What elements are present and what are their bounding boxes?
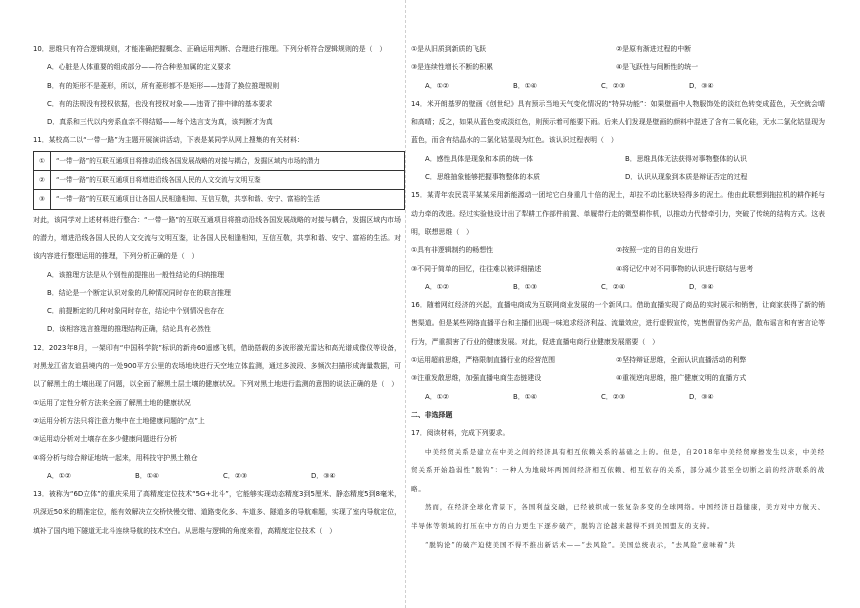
question-12-item: ③运用动分析对土壤存在多少健康问题进行分析: [33, 435, 177, 444]
question-17-passage: 中美经贸关系是建立在中美之间的经济具有相互依赖关系的基础之上的。但是，自2018年中美经贸摩擦发生以来，中美经贸关系开始趋弱性“脱钩”：一种人为地破坏两国间经济相互依赖、相互依存的关系，部分减少甚至全切断之前的经济联系的战略。: [411, 447, 825, 493]
question-11-stem: 11．某校高二以“一带一路”为主题开展演讲活动，下表是某同学从网上搜集的有关材料：: [33, 136, 304, 145]
question-13-item: ①是从旧质到新质的飞跃: [411, 45, 487, 53]
table-row-number: ②: [34, 171, 51, 190]
question-15-items-row-2: [411, 260, 825, 278]
question-14-options-row-1: [411, 150, 825, 168]
option-c: C．②③: [601, 81, 626, 90]
option-b: B．思维具体无法获得对事物整体的认识: [625, 154, 747, 163]
option-c: C．思维抽象能够把握事物整体的本质: [425, 173, 541, 182]
question-13-stem: 13．被称为“6D立体”的重庆采用了高精度定位技术“5G+北斗”，它能够实现动态精度3到5厘米、静态精度5到8毫米，巩深近50米的精准定位，能有效解决立交桥快慢交错、道路变化多、车道多、隧道多的导航难题，实现了室内导航定位，填补了国内地下隧道无北斗连续导航的技术空白。从思维与逻辑的角度来看，高精度定位技术（ ）: [33, 490, 401, 535]
question-11-paragraph: 对此，该同学对上述材料进行整合：“一带一路”的互联互通项目将推动沿线各国发展战略的对接与耦合，发掘区域内市场的潜力，增进沿线各国人民的人文交流与文明互鉴，让各国人民相逢相知，互信互敬，共享和谐、安宁、富裕的生活。对该内容进行整理运用的推理，下列分析正确的是（ ）: [33, 215, 401, 261]
option-a: A．①②: [425, 392, 449, 401]
section-heading: 二、非选择题: [411, 410, 453, 419]
question-10-stem: 10．思维只有符合逻辑规则，才能准确把握概念、正确运用判断、合理进行推理。下列分析符合逻辑规则的是（ ）: [33, 45, 387, 53]
table-row-text: “一带一路”的互联互通项目将增进沿线各国人民的人文交流与文明互鉴: [51, 171, 405, 190]
question-16-item: ②坚持辩证思维，全面认识直播活动的利弊: [616, 356, 747, 365]
option-c: C．②③: [601, 392, 626, 401]
question-15-item: ①具有非逻辑制约的畅想性: [411, 246, 493, 255]
table-row-number: ①: [34, 151, 51, 170]
question-12-stem: 12．2023年8月，一架印有“中国科学院”标识的新舟60遥感飞机，借助搭载的多波形激光雷达和高光谱成像仪等设备，对黑龙江省友谊县境内的一处900平方公里的农场地块进行天空地立体监测，通过多波段、多频次扫描形成海量数据，可以了解黑土的土壤出现了问题，以全面了解黑土层土壤的健康状况。下列对黑土地进行监测的意图的说法正确的是（ ）: [33, 343, 401, 389]
question-11-option-a: A．该推理方法是从个别性前提推出一般性结论的归纳推理: [47, 270, 224, 279]
question-16-items-row-1: [411, 351, 825, 369]
question-16-item: ④重视逆向思维，推广健康文明的直播方式: [616, 374, 747, 383]
table-row: [34, 190, 405, 209]
table-row-number: ③: [34, 190, 51, 209]
question-15-stem: 15．某青年农民袁平某某采用新能源动一团坨它白身重几十倍的泥土，却拉不动比驱块轻得多的泥土。他由此联想到拖拉机的耕作耗与动力牵的改进。经过实验他设计出了犁耕工作部件前置、单履带行走的微型耕作机，以推动力代替牵引力，突破了传统的结构方式。这表明，联想思维（ ）: [411, 191, 825, 236]
question-15-item: ③不同于简单的回忆，往往难以被详细描述: [411, 264, 542, 273]
question-12-options: [33, 467, 401, 485]
question-13-options: [411, 77, 825, 95]
table-row-text: “一带一路”的互联互通项目让各国人民相逢相知、互信互敬，共享和谐、安宁、富裕的生活: [51, 190, 405, 209]
option-a: A．①②: [47, 471, 71, 480]
option-d: D．认识从现象到本质是辩证否定的过程: [625, 173, 748, 182]
question-10-option-a: A．心脏是人体重要的组成部分——符合种差加属的定义要求: [47, 63, 231, 72]
option-a: A．①②: [425, 282, 449, 291]
option-d: D．③④: [311, 471, 336, 480]
question-16-stem: 16．随着网红经济的兴起，直播电商成为互联网商业发展的一个新风口。借助直播实现了商品的实时展示和销售，让商家获得了新的销售渠道。但是某些网络直播平台和主播们出现一味追求经济利益、流量效应，进行虚假宣传，宪售假冒伪劣产品，散布谣言和有害言论等行为，严重损害了行业的健康发展。对此，促进直播电商行业健康发展需要（ ）: [411, 301, 825, 346]
option-d: D．③④: [689, 282, 714, 291]
option-d: D．③④: [689, 81, 714, 90]
table-row: [34, 171, 405, 190]
question-16-options: [411, 388, 825, 406]
question-10-option-c: C．有的法规没有授权依据，也没有授权对象——违背了排中律的基本要求: [47, 99, 273, 108]
question-17-passage: “脱钩论”的破产迫使美国不得不推出新话术——“去风险”。美国总统表示，“去风险”意味着“共: [425, 540, 736, 549]
question-15-options: [411, 278, 825, 296]
question-11-option-b: B．结论是一个断定认识对象的几种情况同时存在的联言推理: [47, 288, 231, 297]
question-16-item: ③注重发散思维，加强直播电商生态链建设: [411, 374, 542, 383]
option-b: B．①④: [513, 81, 537, 90]
question-11-material-table: [33, 151, 405, 210]
question-15-item: ④将记忆中对不同事物的认识进行联结与思考: [616, 264, 754, 273]
table-row-text: “一带一路”的互联互通项目将推动沿线各国发展战略的对接与耦合，发掘区域内市场的潜力: [51, 151, 405, 170]
option-c: C．②③: [223, 471, 248, 480]
question-13-items-row-2: [411, 58, 825, 76]
question-17-stem: 17．阅读材料，完成下列要求。: [411, 429, 510, 438]
question-11-option-d: D．该相容选言推理的推理结构正确，结论具有必然性: [47, 325, 211, 334]
option-d: D．③④: [689, 392, 714, 401]
question-12-item: ①运用了定性分析方法来全面了解黑土地的健康状况: [33, 398, 191, 407]
question-12-item: ②运用分析方法只将注意力集中在土地健康问题的“点”上: [33, 416, 205, 425]
question-15-items-row-1: [411, 241, 825, 259]
option-a: A．感性具体是现象和本质的统一体: [425, 154, 534, 163]
question-12-item: ④将分析与综合辩证地统一起来，用科技守护黑土粮仓: [33, 453, 198, 462]
right-column: [411, 40, 825, 554]
column-divider: [405, 0, 406, 608]
option-c: C．②④: [601, 282, 626, 291]
question-14-stem: 14．米开朗基罗的壁画《创世纪》具有预示当地天气变化情况的“特异功能”：如果壁画中人物服饰处的淡红色转变成蓝色，天空就会晴和高晴；反之，如果从蓝色变成淡红色，则预示着可能要下雨。后来人们发现是壁画的颜料中混进了含有二氧化硅，无水二氯化钴显现为蓝色，而含有结晶水的二氯化钴显现为红色。该认识过程表明（ ）: [411, 99, 825, 145]
question-16-item: ①运用超前思维，严格限制直播行业的经营范围: [411, 356, 555, 365]
question-15-item: ②按照一定的目的自发进行: [616, 246, 698, 255]
question-10-option-d: D．真系和三代以内旁系血亲不得结婚——每个选言支为真，该判断才为真: [47, 118, 273, 127]
question-13-items-row-1: [411, 40, 825, 58]
question-16-items-row-2: [411, 369, 825, 387]
option-b: B．①④: [513, 392, 537, 401]
question-17-passage: 然而，在经济全球化背景下，各国利益交融，已经被织成一张复杂多变的全球网络。中国经济日趋健康，美方对中方航天、半导体等领域的打压在中方的自力更生下逐步破产，脱钩言论越来越得不到美国盟友的支持。: [411, 503, 825, 530]
left-column: [33, 40, 401, 540]
question-10-option-b: B．有的矩形不是菱形，所以，所有菱形都不是矩形——违背了换位推理规则: [47, 81, 280, 90]
table-row: [34, 151, 405, 170]
option-a: A．①②: [425, 81, 449, 90]
question-13-item: ②是原有渐进过程的中断: [616, 45, 692, 53]
question-11-option-c: C．前提断定的几种对象同时存在，结论中个别情况也存在: [47, 307, 225, 316]
question-13-item: ③是连续性增长不断的积累: [411, 63, 493, 72]
question-14-options-row-2: [411, 168, 825, 186]
option-b: B．①④: [135, 471, 159, 480]
question-13-item: ④是飞跃性与间断性的统一: [616, 63, 698, 72]
option-b: B．①③: [513, 282, 537, 291]
